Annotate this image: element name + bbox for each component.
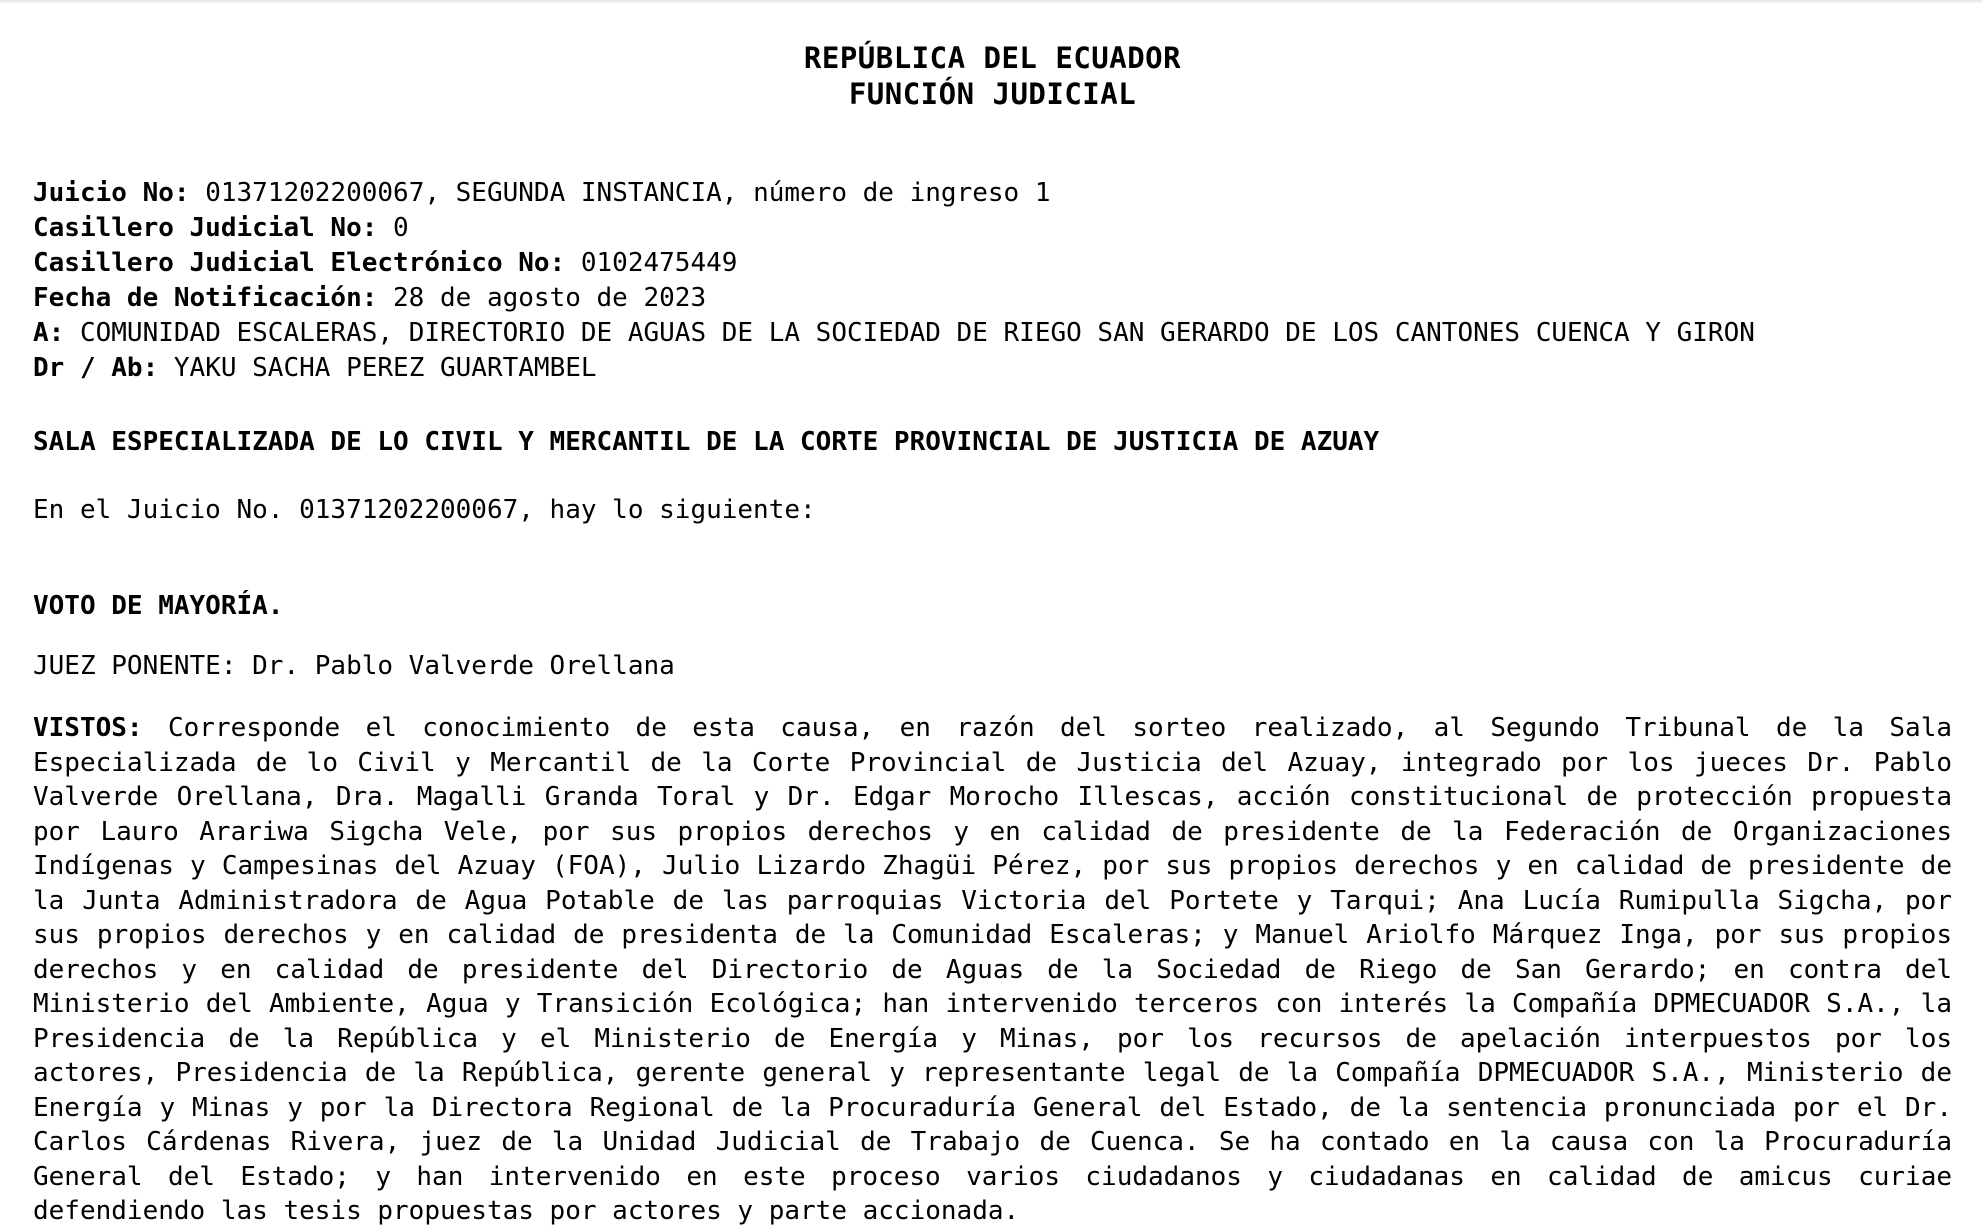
meta-value-casillero-electronico: 0102475449 (580, 248, 738, 278)
meta-label-abogado: Dr / Ab: (33, 353, 159, 383)
meta-line-abogado (33, 351, 1952, 386)
vistos-label: VISTOS: (33, 713, 143, 743)
case-metadata-block (33, 176, 1952, 386)
viewport-top-edge (0, 0, 1982, 3)
header-branch-title: FUNCIÓN JUDICIAL (848, 77, 1137, 111)
meta-value-juicio-no: 01371202200067, SEGUNDA INSTANCIA, número de ingreso 1 (205, 178, 1051, 208)
meta-label-casillero-electronico: Casillero Judicial Electrónico No: (33, 248, 566, 278)
meta-line-destinatario (33, 316, 1952, 351)
meta-line-casillero-electronico (33, 246, 1952, 281)
meta-label-destinatario: A: (33, 318, 65, 348)
meta-line-casillero (33, 211, 1952, 246)
reporting-judge-line: JUEZ PONENTE: Dr. Pablo Valverde Orellana (33, 651, 675, 681)
meta-label-juicio-no: Juicio No: (33, 178, 190, 208)
meta-value-fecha-notificacion: 28 de agosto de 2023 (393, 283, 707, 313)
meta-line-juicio (33, 176, 1952, 211)
vistos-body-text: Corresponde el conocimiento de esta causa, en razón del sorteo realizado, al Segundo Tribunal de la Sala Especializada de lo Civil y Mercantil de la Corte Provincial de Justicia del Azuay, integrado por los jueces Dr. Pablo Valverde Orellana, Dra. Magalli Granda Toral y Dr. Edgar Morocho Illescas, acción constitucional de protección propuesta por Lauro Arariwa Sigcha Vele, por sus propios derechos y en calidad de presidente de la Federación de Organizaciones Indígenas y Campesinas del Azuay (FOA), Julio Lizardo Zhagüi Pérez, por sus propios derechos y en calidad de presidente de la Junta Administradora de Agua Potable de las parroquias Victoria del Portete y Tarqui; Ana Lucía Rumipulla Sigcha, por sus propios derechos y en calidad de presidenta de la Comunidad Escaleras; y Manuel Ariolfo Márquez Inga, por sus propios derechos y en calidad de presidente del Directorio de Aguas de la Sociedad de Riego de San Gerardo; en contra del Ministerio del Ambiente, Agua y Transición Ecológica; han intervenido terceros con interés la Compañía DPMECUADOR S.A., la Presidencia de la República y el Ministerio de Energía y Minas, por los recursos de apelación interpuestos por los actores, Presidencia de la República, gerente general y representante legal de la Compañía DPMECUADOR S.A., Ministerio de Energía y Minas y por la Directora Regional de la Procuraduría General del Estado, de la sentencia pronunciada por el Dr. Carlos Cárdenas Rivera, juez de la Unidad Judicial de Trabajo de Cuenca. Se ha contado en la causa con la Procuraduría General del Estado; y han intervenido en este proceso varios ciudadanos y ciudadanas en calidad de amicus curiae defendiendo las tesis propuestas por actores y parte accionada. (33, 713, 1953, 1226)
header-country-title: REPÚBLICA DEL ECUADOR (803, 41, 1182, 75)
court-chamber-title: SALA ESPECIALIZADA DE LO CIVIL Y MERCANTIL DE LA CORTE PROVINCIAL DE JUSTICIA DE AZUAY (33, 427, 1380, 457)
vistos-paragraph (33, 711, 1952, 1229)
meta-label-casillero-judicial: Casillero Judicial No: (33, 213, 378, 243)
meta-value-abogado: YAKU SACHA PEREZ GUARTAMBEL (173, 353, 597, 383)
document-header (33, 0, 1952, 112)
meta-line-fecha (33, 281, 1952, 316)
meta-value-casillero-judicial: 0 (393, 213, 409, 243)
meta-label-fecha-notificacion: Fecha de Notificación: (33, 283, 378, 313)
case-intro-line: En el Juicio No. 01371202200067, hay lo siguiente: (33, 495, 816, 525)
meta-value-destinatario: COMUNIDAD ESCALERAS, DIRECTORIO DE AGUAS DE LA SOCIEDAD DE RIEGO SAN GERARDO DE LOS CANTONES CUENCA Y GIRON (79, 318, 1755, 348)
majority-vote-heading: VOTO DE MAYORÍA. (33, 591, 284, 621)
